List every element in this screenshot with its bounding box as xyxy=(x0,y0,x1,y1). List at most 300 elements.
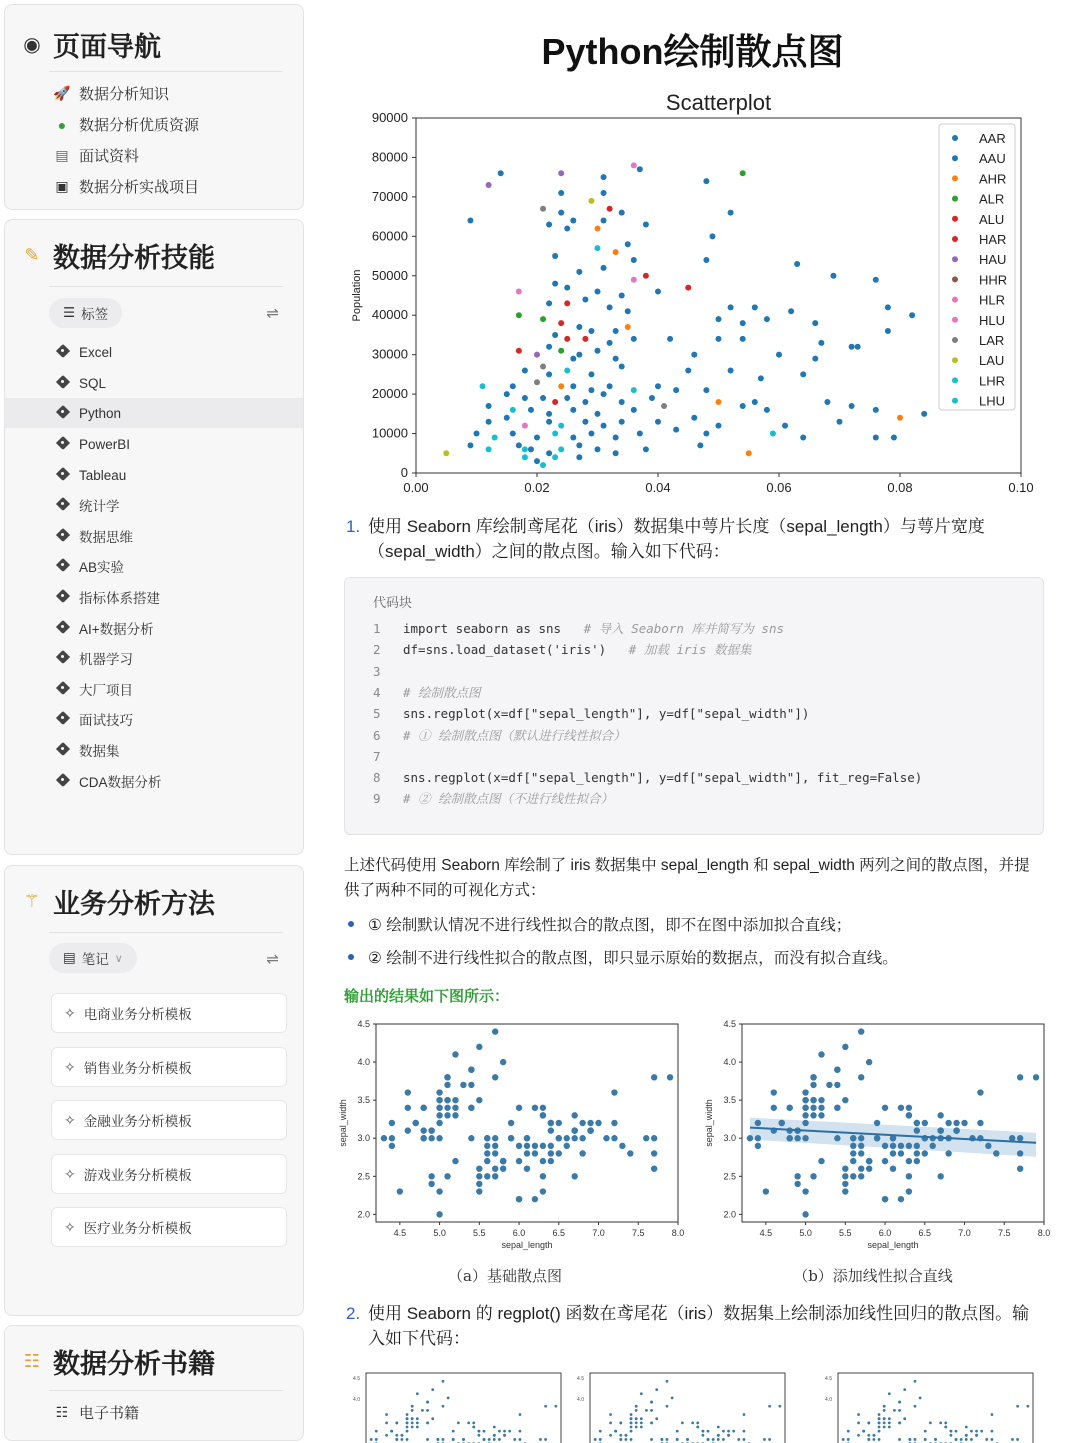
data-point xyxy=(752,399,758,405)
tag-filter-label: 标签 xyxy=(81,307,109,322)
thumbnail-point xyxy=(416,1421,419,1424)
thumbnail-point xyxy=(519,1430,522,1433)
data-point xyxy=(516,1143,522,1149)
thumbnail-point xyxy=(743,1438,746,1441)
thumbnail-point xyxy=(385,1413,388,1416)
code-line xyxy=(373,703,809,724)
nav-item-label: 数据分析实战项目 xyxy=(79,179,200,196)
data-point xyxy=(873,407,879,413)
data-point xyxy=(866,1165,872,1171)
legend-label: AAR xyxy=(979,131,1006,146)
data-point xyxy=(619,364,625,370)
thumbnail-point xyxy=(630,1421,633,1424)
tag-icon xyxy=(57,743,71,757)
notes-filter-pill[interactable] xyxy=(49,943,137,973)
data-point xyxy=(534,458,540,464)
data-point xyxy=(885,328,891,334)
data-point xyxy=(834,1135,840,1141)
data-point xyxy=(873,277,879,283)
legend-marker xyxy=(952,398,958,404)
thumbnail-point xyxy=(908,1438,911,1441)
x-tick-label: 5.0 xyxy=(799,1228,812,1238)
skills-divider xyxy=(49,286,283,287)
data-point xyxy=(558,423,564,429)
data-point xyxy=(842,1188,848,1194)
thumbnail-point xyxy=(406,1417,409,1420)
data-point xyxy=(582,419,588,425)
data-point xyxy=(898,1150,904,1156)
data-point xyxy=(564,395,570,401)
data-point xyxy=(492,1143,498,1149)
data-point xyxy=(953,1127,959,1133)
data-point xyxy=(794,1173,800,1179)
data-point xyxy=(667,336,673,342)
nav-item-label: 数据分析优质资源 xyxy=(79,117,200,134)
thumbnail-point xyxy=(421,1409,424,1412)
data-point xyxy=(498,170,504,176)
data-point xyxy=(582,399,588,405)
data-point xyxy=(540,364,546,370)
data-point xyxy=(588,431,594,437)
data-point xyxy=(607,340,613,346)
data-point xyxy=(655,419,661,425)
checklist-icon: ☷ xyxy=(55,1404,69,1420)
y-tick-label: 70000 xyxy=(371,188,408,204)
tag-item-label: 大厂项目 xyxy=(79,683,133,698)
template-label: 金融业务分析模板 xyxy=(83,1114,192,1129)
data-point xyxy=(405,1105,411,1111)
tag-item-datasets[interactable] xyxy=(5,735,303,765)
data-point xyxy=(546,344,552,350)
data-point xyxy=(524,1150,530,1156)
template-finance[interactable] xyxy=(51,1100,287,1140)
thumbnail-point xyxy=(645,1409,648,1412)
data-point xyxy=(643,222,649,228)
data-point xyxy=(484,1143,490,1149)
legend-marker xyxy=(952,236,958,242)
thumbnail-point xyxy=(939,1421,942,1424)
thumbnail-point xyxy=(898,1421,901,1424)
data-point xyxy=(631,257,637,263)
tag-filter-pill[interactable] xyxy=(49,298,122,328)
thumbnail-point xyxy=(991,1438,994,1441)
data-point xyxy=(444,1112,450,1118)
data-point xyxy=(906,1158,912,1164)
tag-icon xyxy=(57,376,71,390)
thumbnail-point xyxy=(717,1438,720,1441)
thumbnail-point xyxy=(635,1421,638,1424)
data-point xyxy=(558,210,564,216)
tag-icon xyxy=(57,529,71,543)
thumbnail-point xyxy=(519,1413,522,1416)
legend-label: LHU xyxy=(979,393,1006,409)
thumbnail-point xyxy=(763,1438,766,1441)
data-point xyxy=(548,1158,554,1164)
thumbnail-point xyxy=(676,1438,679,1441)
data-point xyxy=(524,1143,530,1149)
thumbnail-point xyxy=(477,1430,480,1433)
x-tick-label: 7.0 xyxy=(592,1228,605,1238)
thumbnail-point xyxy=(375,1430,378,1433)
data-point xyxy=(1033,1074,1039,1080)
list-icon: ☰ xyxy=(63,305,76,320)
x-tick-label: 6.5 xyxy=(918,1228,932,1238)
thumbnail-point xyxy=(857,1434,860,1437)
nav-item-knowledge[interactable] xyxy=(53,83,169,104)
tag-icon xyxy=(57,498,71,512)
line-number: 3 xyxy=(373,663,381,679)
thumbnail-point xyxy=(965,1438,968,1441)
thumbnail-point xyxy=(462,1438,465,1441)
legend-marker xyxy=(952,337,958,343)
data-point xyxy=(601,174,607,180)
thumbnail-point xyxy=(411,1421,414,1424)
data-point xyxy=(1017,1074,1023,1080)
filter-settings-icon[interactable]: ⇌ xyxy=(266,951,279,968)
template-medical[interactable] xyxy=(51,1207,287,1247)
thumbnail-point xyxy=(898,1438,901,1441)
thumbnail-point xyxy=(406,1421,409,1424)
data-point xyxy=(576,269,582,275)
data-point xyxy=(452,1051,458,1057)
code-comment: # 加载 iris 数据集 xyxy=(606,642,752,658)
data-point xyxy=(906,1112,912,1118)
data-point xyxy=(651,1165,657,1171)
data-point xyxy=(613,435,619,441)
magic-wand-icon: ✧ xyxy=(64,1111,76,1128)
filter-settings-icon[interactable]: ⇌ xyxy=(266,305,279,322)
data-point xyxy=(508,1135,514,1141)
thumbnail-point xyxy=(630,1438,633,1441)
data-point xyxy=(500,1165,506,1171)
data-point xyxy=(540,1112,546,1118)
data-point xyxy=(898,1105,904,1111)
note-icon: ▤ xyxy=(63,950,76,965)
thumbnail-point xyxy=(630,1413,633,1416)
tag-icon xyxy=(57,651,71,665)
tag-item-label: AB实验 xyxy=(79,560,125,575)
nav-item-label: 面试资料 xyxy=(79,148,140,165)
data-point xyxy=(556,1150,562,1156)
data-point xyxy=(546,419,552,425)
data-point xyxy=(443,450,449,456)
thumbnail-point xyxy=(893,1409,896,1412)
data-point xyxy=(486,419,492,425)
data-point xyxy=(673,427,679,433)
thumbnail-point xyxy=(883,1405,886,1408)
tag-item-cda[interactable] xyxy=(5,766,303,796)
thumbnail-point xyxy=(732,1430,735,1433)
data-point xyxy=(484,1158,490,1164)
thumbnail-point xyxy=(686,1438,689,1441)
data-point xyxy=(834,1105,840,1111)
thumbnail-point xyxy=(743,1413,746,1416)
step-text: 使用 Seaborn 库绘制鸢尾花（iris）数据集中萼片长度（sepal_length）与萼片宽度（sepal_width）之间的散点图。输入如下代码： xyxy=(368,517,985,561)
code-block xyxy=(344,577,1044,835)
data-point xyxy=(882,1196,888,1202)
data-point xyxy=(842,1044,848,1050)
data-point xyxy=(810,1173,816,1179)
legend-label: ALR xyxy=(979,191,1005,207)
data-point xyxy=(444,1105,450,1111)
magic-wand-icon: ✧ xyxy=(64,1004,76,1021)
thumbnail-point xyxy=(883,1426,886,1429)
data-point xyxy=(476,1181,482,1187)
tag-item-big-tech[interactable] xyxy=(5,674,303,704)
template-label: 游戏业务分析模板 xyxy=(83,1168,192,1183)
nav-item-ebooks[interactable] xyxy=(53,1402,139,1423)
code-text: sns.regplot(x=df["sepal_length"], y=df["sepal_width"]) xyxy=(403,706,810,722)
thumbnail-point xyxy=(411,1405,414,1408)
tag-item-label: 指标体系搭建 xyxy=(79,591,160,606)
data-point xyxy=(500,1158,506,1164)
data-point xyxy=(492,1150,498,1156)
thumbnail-point xyxy=(883,1409,886,1412)
data-point xyxy=(716,423,722,429)
data-point xyxy=(564,300,570,306)
legend-marker xyxy=(952,377,958,383)
tag-item-ab-test[interactable] xyxy=(5,551,303,581)
data-point xyxy=(985,1143,991,1149)
data-point xyxy=(788,308,794,314)
data-point xyxy=(794,1181,800,1187)
code-text: sns.regplot(x=df["sepal_length"], y=df["sepal_width"], fit_reg=False) xyxy=(403,770,923,786)
y-tick-label: 4.5 xyxy=(723,1019,736,1029)
thumbnail-point xyxy=(960,1438,963,1441)
legend-label: LAR xyxy=(979,333,1005,348)
thumbnail-point xyxy=(395,1421,398,1424)
thumbnail-point xyxy=(650,1421,653,1424)
legend-marker xyxy=(952,297,958,303)
data-point xyxy=(601,218,607,224)
tag-item-ai-data[interactable] xyxy=(5,613,303,643)
data-point xyxy=(866,1059,872,1065)
data-point xyxy=(570,356,576,362)
data-point xyxy=(595,289,601,295)
data-point xyxy=(564,225,570,231)
tag-item-statistics[interactable] xyxy=(5,490,303,520)
thumbnail-point xyxy=(650,1438,653,1441)
x-tick-label: 8.0 xyxy=(1037,1228,1051,1238)
tag-item-metrics[interactable] xyxy=(5,582,303,612)
thumbnail-point xyxy=(609,1421,612,1424)
result-note: 输出的结果如下图所示： xyxy=(344,988,510,1005)
thumbnail-point xyxy=(712,1438,715,1441)
data-point xyxy=(484,1173,490,1179)
thumbnail-point xyxy=(477,1434,480,1437)
thumbnail-point xyxy=(914,1405,917,1408)
data-point xyxy=(740,320,746,326)
thumbnail-point xyxy=(655,1388,658,1391)
figure-caption-b: （b）添加线性拟合直线 xyxy=(793,1267,953,1285)
template-gaming[interactable] xyxy=(51,1154,287,1194)
tag-item-label: AI+数据分析 xyxy=(79,622,154,637)
thumbnail-tick-label: 4.5 xyxy=(353,1376,360,1383)
thumbnail-point xyxy=(878,1421,881,1424)
y-axis-label: sepal_width xyxy=(704,1099,714,1147)
data-point xyxy=(546,300,552,306)
data-point xyxy=(824,399,830,405)
data-point xyxy=(556,1135,562,1141)
template-label: 销售业务分析模板 xyxy=(83,1061,192,1076)
tag-item-sql[interactable] xyxy=(5,368,303,398)
data-point xyxy=(858,1165,864,1171)
data-point xyxy=(770,431,776,437)
template-sales[interactable] xyxy=(51,1047,287,1087)
data-point xyxy=(486,182,492,188)
data-point xyxy=(882,1143,888,1149)
thumbnail-point xyxy=(924,1430,927,1433)
data-point xyxy=(389,1135,395,1141)
data-point xyxy=(601,265,607,271)
data-point xyxy=(510,431,516,437)
x-tick-label: 5.5 xyxy=(839,1228,852,1238)
data-point xyxy=(818,1051,824,1057)
thumbnail-point xyxy=(609,1434,612,1437)
tag-icon xyxy=(57,621,71,635)
thumbnail-point xyxy=(722,1430,725,1433)
data-point xyxy=(484,1150,490,1156)
code-line xyxy=(373,725,626,746)
magic-wand-icon: ✧ xyxy=(64,1165,76,1182)
data-point xyxy=(546,411,552,417)
step-1 xyxy=(346,514,1046,564)
tag-item-tableau[interactable] xyxy=(5,460,303,490)
tag-item-label: PowerBI xyxy=(79,436,131,452)
thumbnail-point xyxy=(630,1430,633,1433)
data-point xyxy=(595,1120,601,1126)
data-point xyxy=(548,1120,554,1126)
data-point xyxy=(866,1158,872,1164)
checklist-icon: ☷ xyxy=(23,1351,41,1371)
data-point xyxy=(528,407,534,413)
data-point xyxy=(651,1150,657,1156)
y-tick-label: 3.0 xyxy=(357,1133,370,1144)
data-point xyxy=(532,1105,538,1111)
thumbnail-point xyxy=(508,1430,511,1433)
thumbnail-tick-label: 4.5 xyxy=(825,1376,832,1383)
thumbnail-point xyxy=(442,1438,445,1441)
thumbnail-point xyxy=(975,1430,978,1433)
tag-item-data-thinking[interactable] xyxy=(5,521,303,551)
x-tick-label: 5.5 xyxy=(473,1228,486,1238)
tag-item-interview-tips[interactable] xyxy=(5,704,303,734)
thumbnail-point xyxy=(390,1430,393,1433)
template-label: 医疗业务分析模板 xyxy=(83,1221,192,1236)
data-point xyxy=(474,431,480,437)
data-point xyxy=(740,336,746,342)
magic-wand-icon: ⚚ xyxy=(23,891,41,911)
data-point xyxy=(532,1143,538,1149)
data-point xyxy=(436,1188,442,1194)
data-point xyxy=(909,312,915,318)
data-point xyxy=(576,442,582,448)
data-point xyxy=(516,348,522,354)
data-point xyxy=(534,435,540,441)
thumbnail-point xyxy=(650,1401,653,1404)
nav-item-projects[interactable] xyxy=(53,176,199,197)
thumbnail-point xyxy=(944,1426,947,1429)
thumbnail-point xyxy=(619,1434,622,1437)
thumbnail-point xyxy=(370,1438,373,1441)
tag-item-ml[interactable] xyxy=(5,643,303,673)
thumbnail-point xyxy=(924,1438,927,1441)
tag-item-python[interactable] xyxy=(5,398,303,428)
thumbnail-point xyxy=(914,1380,917,1383)
skills-card xyxy=(4,219,304,855)
data-point xyxy=(436,1089,442,1095)
data-point xyxy=(444,1074,450,1080)
data-point xyxy=(758,375,764,381)
data-point xyxy=(673,387,679,393)
tag-item-excel[interactable] xyxy=(5,337,303,367)
thumbnail-point xyxy=(401,1438,404,1441)
line-number: 2 xyxy=(373,642,381,658)
data-point xyxy=(882,1158,888,1164)
x-tick-label: 5.0 xyxy=(433,1228,446,1238)
nav-item-resources[interactable] xyxy=(53,114,199,135)
data-point xyxy=(405,1127,411,1133)
data-point xyxy=(524,1165,530,1171)
data-point xyxy=(810,1105,816,1111)
data-point xyxy=(420,1127,426,1133)
data-point xyxy=(552,399,558,405)
nav-item-interview[interactable] xyxy=(53,145,139,166)
step-2 xyxy=(346,1301,1046,1351)
data-point xyxy=(945,1150,951,1156)
template-ecommerce[interactable] xyxy=(51,993,287,1033)
tag-icon xyxy=(57,774,71,788)
data-point xyxy=(436,1135,442,1141)
thumbnail-point xyxy=(898,1409,901,1412)
data-point xyxy=(818,340,824,346)
data-point xyxy=(858,1143,864,1149)
data-point xyxy=(613,249,619,255)
data-point xyxy=(779,1120,785,1126)
x-tick-label: 6.5 xyxy=(552,1228,566,1238)
data-point xyxy=(651,1135,657,1141)
tag-icon xyxy=(57,682,71,696)
thumbnail-point xyxy=(965,1426,968,1429)
data-point xyxy=(834,1082,840,1088)
data-point xyxy=(834,1066,840,1072)
data-point xyxy=(977,1120,983,1126)
nav-item-label: 数据分析知识 xyxy=(79,86,170,103)
data-point xyxy=(486,446,492,452)
thumbnail-point xyxy=(599,1438,602,1441)
data-point xyxy=(452,1112,458,1118)
data-point xyxy=(552,281,558,287)
thumbnail-point xyxy=(442,1380,445,1383)
y-tick-label: 10000 xyxy=(371,425,408,441)
data-point xyxy=(613,328,619,334)
tag-item-powerbi[interactable] xyxy=(5,429,303,459)
thumbnail-point xyxy=(970,1438,973,1441)
data-point xyxy=(579,1120,585,1126)
data-point xyxy=(468,1066,474,1072)
thumbnail-point xyxy=(488,1438,491,1441)
data-point xyxy=(740,403,746,409)
thumbnail-point xyxy=(640,1392,643,1395)
preview-thumbnails xyxy=(320,1373,1060,1443)
thumbnail-point xyxy=(743,1430,746,1433)
thumbnail-point xyxy=(452,1438,455,1441)
data-point xyxy=(953,1120,959,1126)
data-point xyxy=(810,1074,816,1080)
data-point xyxy=(480,383,486,389)
data-point xyxy=(810,1112,816,1118)
thumbnail-point xyxy=(666,1380,669,1383)
